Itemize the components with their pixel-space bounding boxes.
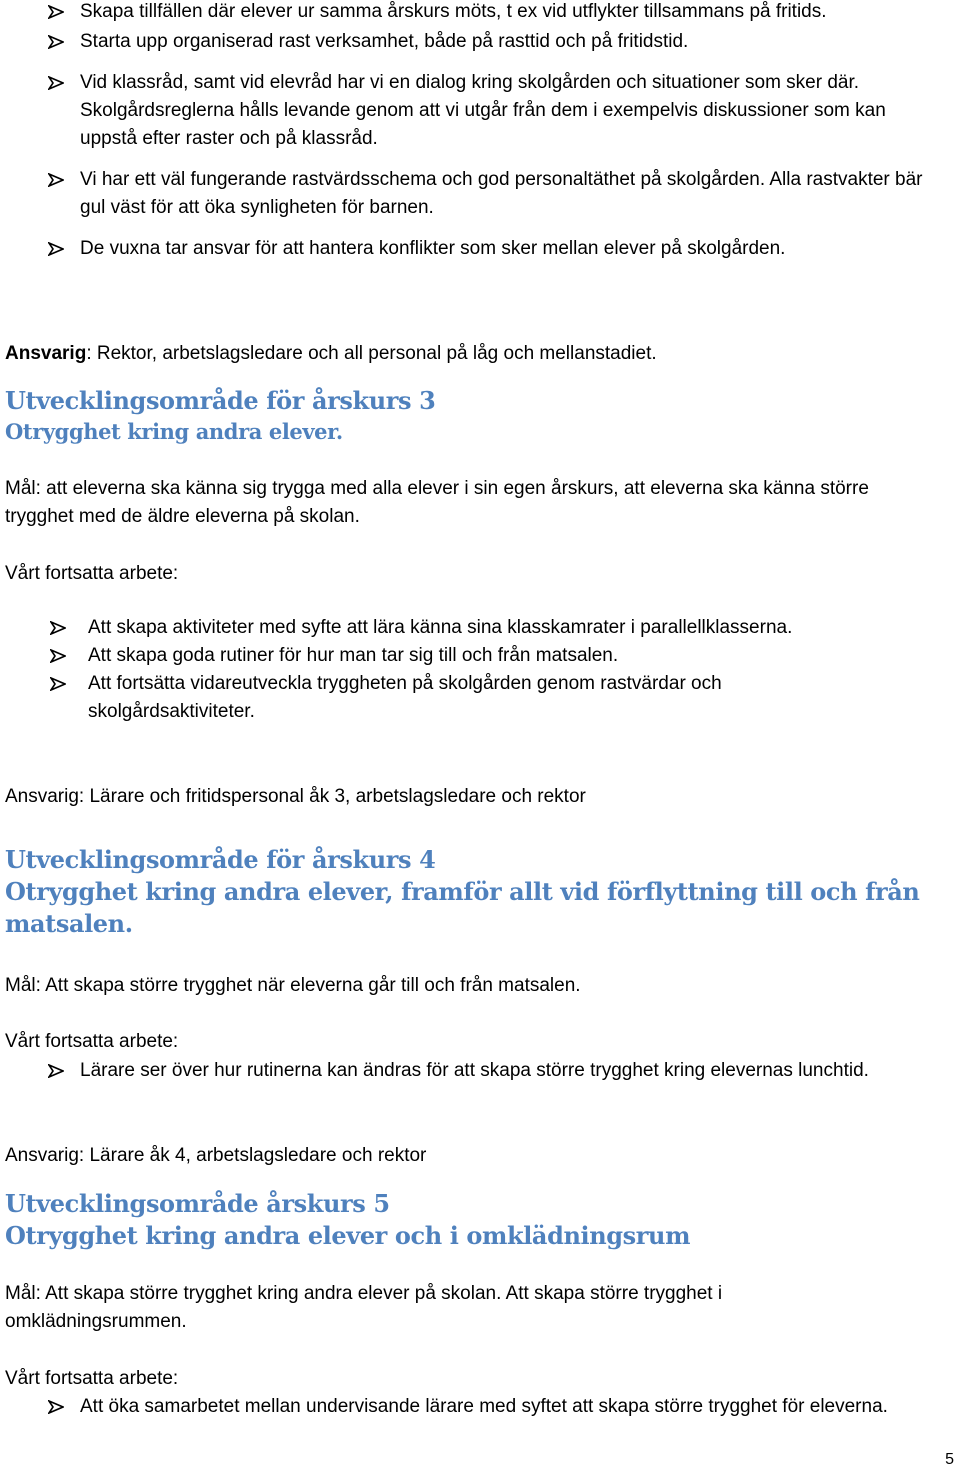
section-4-responsible: Ansvarig: Lärare åk 4, arbetslagsledare och rektor	[5, 1145, 427, 1166]
arrowhead-bullet-icon	[48, 5, 64, 19]
list-item	[0, 235, 940, 263]
bullet-text: Att öka samarbetet mellan undervisande lärare med syftet att skapa större trygghet för eleverna.	[80, 1396, 888, 1417]
list-item	[0, 614, 918, 642]
section-4-title: Utvecklingsområde för årskurs 4	[5, 845, 436, 874]
section-3-subtitle: Otrygghet kring andra elever.	[5, 419, 343, 444]
list-item	[0, 0, 940, 26]
arrowhead-bullet-icon	[48, 1400, 64, 1414]
section-5-subtitle: Otrygghet kring andra elever och i omklädningsrum	[5, 1221, 691, 1250]
list-item	[0, 642, 918, 670]
list-item	[0, 28, 940, 56]
page-number: 5	[945, 1451, 954, 1468]
section-3-goal: Mål: att eleverna ska känna sig trygga med alla elever i sin egen årskurs, att eleverna ska känna större trygghet med de äldre eleverna på skolan.	[5, 478, 869, 527]
arrowhead-bullet-icon	[50, 677, 66, 691]
section-3-title: Utvecklingsområde för årskurs 3	[5, 386, 436, 415]
section-3-responsible: Ansvarig: Lärare och fritidspersonal åk 3, arbetslagsledare och rektor	[5, 786, 586, 807]
bullet-text: Lärare ser över hur rutinerna kan ändras för att skapa större trygghet kring elevernas lunchtid.	[80, 1060, 869, 1081]
arrowhead-bullet-icon	[50, 621, 66, 635]
arrowhead-bullet-icon	[48, 242, 64, 256]
list-item	[0, 670, 848, 726]
responsible-text: : Rektor, arbetslagsledare och all personal på låg och mellanstadiet.	[86, 343, 657, 364]
section-5-title: Utvecklingsområde årskurs 5	[5, 1189, 390, 1218]
bullet-text: Skapa tillfällen där elever ur samma årskurs möts, t ex vid utflykter tillsammans på fritids.	[80, 1, 827, 22]
list-item	[0, 1393, 910, 1421]
section-4-work-label: Vårt fortsatta arbete:	[5, 1031, 179, 1052]
section-4-goal: Mål: Att skapa större trygghet när eleverna går till och från matsalen.	[5, 975, 581, 996]
list-item	[0, 69, 940, 153]
responsible-line	[5, 340, 935, 368]
section-5-goal: Mål: Att skapa större trygghet kring andra elever på skolan. Att skapa större trygghet i omklädningsrummen.	[5, 1283, 723, 1332]
list-item	[0, 166, 940, 222]
section-3-bullet-list	[0, 614, 918, 726]
arrowhead-bullet-icon	[50, 649, 66, 663]
bullet-text: Att skapa aktiviteter med syfte att lära känna sina klasskamrater i parallellklasserna.	[88, 617, 793, 638]
bullet-text: Vi har ett väl fungerande rastvärdsschema och god personaltäthet på skolgården. Alla rastvakter bär gul väst för att öka synligheten för barnen.	[80, 169, 923, 218]
section-5-bullet-list	[0, 1393, 910, 1421]
arrowhead-bullet-icon	[48, 35, 64, 49]
section-3-work-label: Vårt fortsatta arbete:	[5, 563, 179, 584]
bullet-text: Starta upp organiserad rast verksamhet, både på rasttid och på fritidstid.	[80, 31, 689, 52]
section-5-work-label: Vårt fortsatta arbete:	[5, 1368, 179, 1389]
section-4-bullet-list	[0, 1057, 910, 1085]
top-bullet-list	[0, 0, 940, 276]
section-4-subtitle: Otrygghet kring andra elever, framför allt vid förflyttning till och från matsalen.	[5, 877, 920, 938]
list-item	[0, 1057, 910, 1085]
bullet-text: De vuxna tar ansvar för att hantera konflikter som sker mellan elever på skolgården.	[80, 238, 786, 259]
arrowhead-bullet-icon	[48, 1064, 64, 1078]
arrowhead-bullet-icon	[48, 173, 64, 187]
bullet-text: Vid klassråd, samt vid elevråd har vi en dialog kring skolgården och situationer som sker där. Skolgårdsreglerna hålls levande genom att vi utgår från dem i exempelvis diskussioner som kan uppstå efter raster och på klassråd.	[80, 72, 886, 149]
arrowhead-bullet-icon	[48, 76, 64, 90]
bullet-text: Att skapa goda rutiner för hur man tar sig till och från matsalen.	[88, 645, 619, 666]
responsible-label: Ansvarig	[5, 343, 87, 364]
bullet-text: Att fortsätta vidareutveckla tryggheten på skolgården genom rastvärdar och skolgårdsaktiviteter.	[88, 673, 722, 722]
